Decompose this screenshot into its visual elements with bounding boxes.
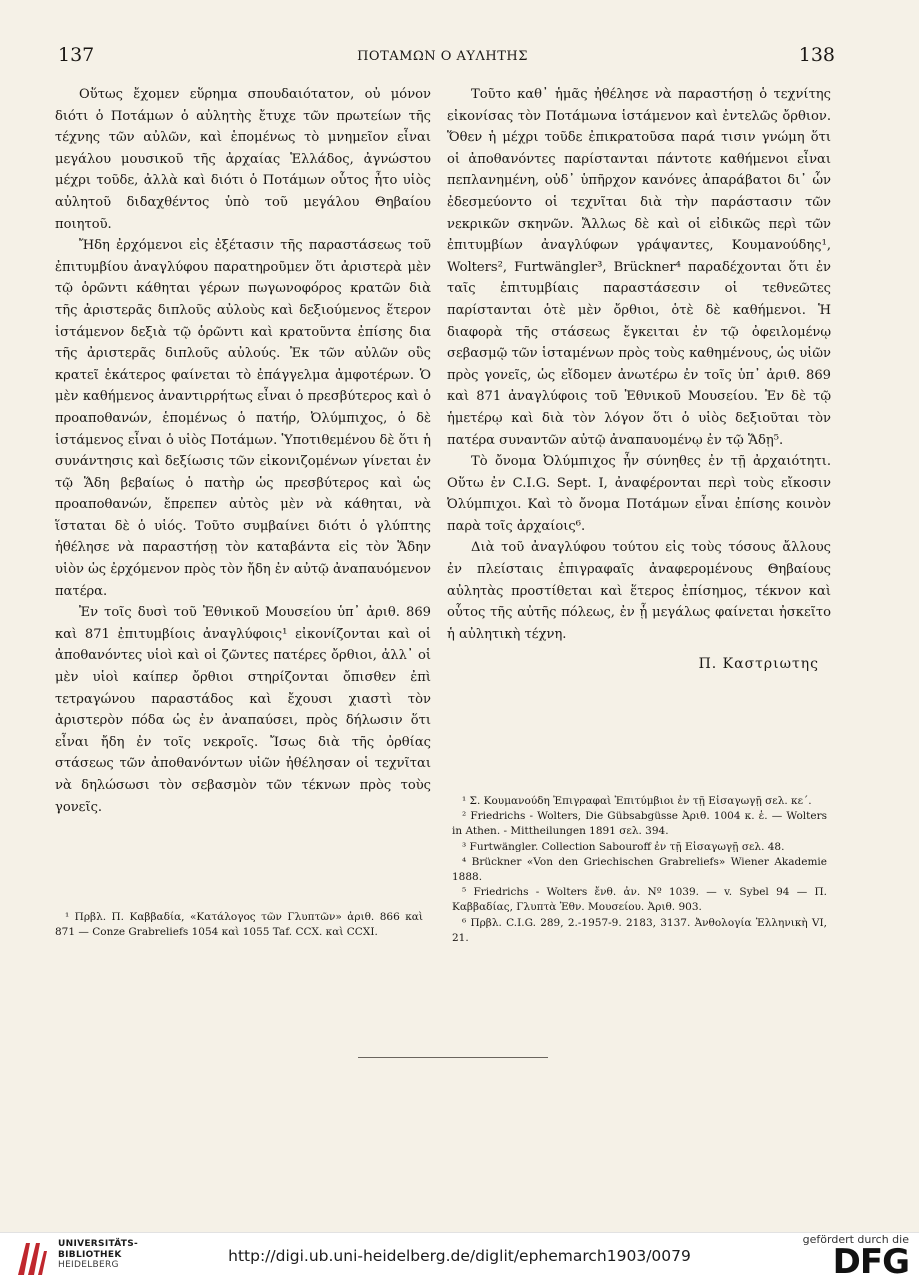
page-header — [58, 40, 835, 70]
library-name: UNIVERSITÄTS- BIBLIOTHEK HEIDELBERG — [58, 1239, 139, 1270]
right-column — [447, 84, 831, 689]
running-title: ΠΟΤΑΜΩΝ Ο ΑΥΛΗΤΗΣ — [357, 49, 528, 64]
page-number-right: 138 — [798, 44, 835, 66]
paragraph: Ἐν τοῖς δυσὶ τοῦ Ἐθνικοῦ Μουσείου ὑπ᾽ ἀριθ. 869 καὶ 871 ἐπιτυμβίοις ἀναγλύφοις¹ εἰκονίζονται καὶ οἱ ἀποθανόντες υἱοὶ καὶ οἱ ζῶντες πατέρες ὄρθιοι, ἀλλ᾽ οἱ μὲν υἱοὶ καίπερ ὄρθιοι στηρίζονται ὄπισθεν ἐπὶ τετραγώνου παραστάδος καὶ ἔχουσι χιαστὶ τὸν ἀριστερὸν πόδα ὡς ἐν ἀναπαύσει, πρὸς δήλωσιν ὅτι εἶναι ἤδη ἐν τοῖς νεκροῖς. Ἴσως διὰ τῆς ὀρθίας στάσεως τῶν ἀποθανόντων υἱῶν ἠθέλησαν οἱ τεχνῖται νὰ δηλώσωσι τὸν σεβασμὸν τῶν τέκνων πρὸς τοὺς γονεῖς. — [55, 605, 431, 815]
viewer-footer — [0, 1232, 919, 1285]
paragraph: Ἤδη ἐρχόμενοι εἰς ἐξέτασιν τῆς παραστάσεως τοῦ ἐπιτυμβίου ἀναγλύφου παρατηροῦμεν ὅτι ἀριστερὰ μὲν τῷ ὁρῶντι κάθηται γέρων πωγωνοφόρος κρατῶν διὰ τῆς ἀριστερᾶς διπλοῦς αὐλοὺς καὶ δεξιούμενος ἕτερον ἱστάμενον δεξιὰ τῷ ὁρῶντι καὶ κρατοῦντα ἐπίσης δια τῆς ἀριστερᾶς διπλοῦς αὐλούς. Ἐκ τῶν αὐλῶν οὓς κρατεῖ ἑκάτερος φαίνεται τὸ ἐπάγγελμα ἀμφοτέρων. Ὁ μὲν καθήμενος ἀναντιρρήτως εἶναι ὁ πρεσβύτερος καὶ ὁ προαποθανών, ἑπομένως ὁ πατήρ, Ὀλύμπιχος, ὁ δὲ ἱστάμενος εἶναι ὁ υἱὸς Ποτάμων. Ὑποτιθεμένου δὲ ὅτι ἡ συνάντησις καὶ δεξίωσις τῶν εἰκονιζομένων γίνεται ἐν τῷ Ἅδη βεβαίως ὁ πατὴρ ὡς πρεσβύτερος καὶ ὡς προαποθανών, ἔπρεπεν αὐτὸς μὲν νὰ κάθηται, νὰ ἵσταται δὲ ὁ υἱός. Τοῦτο συμβαίνει διότι ὁ γλύπτης ἠθέλησε νὰ παραστήσῃ τὸν καταβάντα εἰς τὸν Ἅδην υἱὸν ὡς ἐρχόμενον πρὸς τὸν ἤδη ἐν αὐτῷ ἀναπαυόμενον πατέρα. — [55, 238, 431, 599]
left-column — [55, 84, 431, 818]
footnote: ⁴ Brückner «Von den Griechischen Grabreliefs» Wiener Akademie 1888. — [452, 855, 827, 884]
footnote: ¹ Σ. Κουμανούδη Ἐπιγραφαὶ Ἐπιτύμβιοι ἐν τῇ Εἰσαγωγῇ σελ. κε´. — [462, 795, 812, 807]
author-signature: Π. Καστριωτης — [698, 656, 819, 673]
dfg-funding[interactable] — [802, 1233, 909, 1282]
paragraph: Τὸ ὄνομα Ὀλύμπιχος ἦν σύνηθες ἐν τῇ ἀρχαιότητι. Οὕτω ἐν C.I.G. Sept. I, ἀναφέρονται περὶ τοὺς εἴκοσιν Ὀλύμπιχοι. Καὶ τὸ ὄνομα Ποτάμων εἶναι ἐπίσης κοινὸν παρὰ τοῖς ἀρχαίοις⁶. — [447, 454, 831, 534]
page-number-left: 137 — [58, 44, 95, 66]
permalink-url[interactable]: http://digi.ub.uni-heidelberg.de/diglit/ephemarch1903/0079 — [228, 1247, 691, 1265]
footnote: ³ Furtwängler. Collection Sabouroff ἐν τῇ Εἰσαγωγῇ σελ. 48. — [462, 840, 785, 853]
footnote: ⁵ Friedrichs - Wolters ἔνθ. ἀν. Nº 1039. — v. Sybel 94 — Π. Καββαδίας, Γλυπτὰ Ἐθν. Μουσείου. Ἀριθ. 903. — [452, 886, 827, 914]
footnote: ¹ Πρβλ. Π. Καββαδία, «Κατάλογος τῶν Γλυπτῶν» ἀριθ. 866 καὶ 871 — Conze Grabreliefs 1054 καὶ 1055 Taf. CCX. καὶ CCXI. — [55, 911, 423, 939]
right-footnotes — [452, 794, 827, 946]
paragraph: Οὕτως ἔχομεν εὕρημα σπουδαιότατον, οὐ μόνον διότι ὁ Ποτάμων ὁ αὐλητὴς ἔτυχε τῶν πρωτείων τῆς τέχνης τῶν αὐλῶν, καὶ ἑπομένως τὸ μνημεῖον εἶναι μεγάλου μουσικοῦ τῆς ἀρχαίας Ἑλλάδος, ἀγνώστου μέχρι τοῦδε, ἀλλὰ καὶ διότι ὁ Ποτάμων οὗτος ἦτο υἱὸς αὐλητοῦ διδαχθέντος ὑπὸ τοῦ μεγάλου Θηβαίου ποιητοῦ. — [55, 87, 431, 232]
end-separator-line — [358, 1057, 548, 1058]
left-footnotes — [55, 910, 423, 940]
footnote: ⁶ Πρβλ. C.I.G. 289, 2.-1957-9. 2183, 3137. Ἀνθολογία Ἑλληνικὴ VI, 21. — [452, 916, 827, 944]
footnote: ² Friedrichs - Wolters, Die Gübsabgüsse Ἀριθ. 1004 κ. ἑ. — Wolters in Athen. - Mittheilungen 1891 σελ. 394. — [452, 810, 827, 838]
dfg-funding-text: gefördert durch die — [802, 1233, 909, 1246]
dfg-logo: DFG — [832, 1242, 909, 1282]
paragraph: Διὰ τοῦ ἀναγλύφου τούτου εἰς τοὺς τόσους ἄλλους ἐν πλείσταις ἐπιγραφαῖς ἀναφερομένους Θηβαίους αὐλητὰς προστίθεται καὶ ἕτερος ἐπίσημος, τέκνον καὶ οὗτος τῆς αὐτῆς πόλεως, ἐν ᾗ μεγάλως φαίνεται ἠσκεῖτο ἡ αὐλητικὴ τέχνη. — [447, 540, 831, 642]
paragraph: Τοῦτο καθ᾽ ἡμᾶς ἠθέλησε νὰ παραστήσῃ ὁ τεχνίτης εἰκονίσας τὸν Ποτάμωνα ἱστάμενον καὶ ἐντελῶς ὄρθιον. Ὅθεν ἡ μέχρι τοῦδε ἐπικρατοῦσα παρά τισιν γνώμη ὅτι οἱ ἀποθανόντες παρίστανται πάντοτε καθήμενοι εἶναι πεπλανημένη, οὐδ᾽ ὑπῆρχον κανόνες ἀπαράβατοι δι᾽ ὧν ἐδεσμεύοντο οἱ τεχνῖται διὰ τὴν παράστασιν τῶν νεκρικῶν σκηνῶν. Ἄλλως δὲ καὶ οἱ εἰδικῶς περὶ τῶν ἐπιτυμβίων ἀναγλύφων γράψαντες, Κουμανούδης¹, Wolters², Furtwängler³, Brückner⁴ παραδέχονται ὅτι ἐν ταῖς ἐπιτυμβίαις παραστάσεσιν οἱ τεθνεῶτες παρίστανται ὁτὲ μὲν ὄρθιοι, ὁτὲ δὲ καθήμενοι. Ἡ διαφορὰ τῆς στάσεως ἔγκειται ἐν τῷ ὀφειλομένῳ σεβασμῷ τῶν ἱσταμένων πρὸς τοὺς καθημένους, ὡς υἱῶν πρὸς γονεῖς, ὡς εἴδομεν ἀνωτέρω ἐν τοῖς ὑπ᾽ ἀριθ. 869 καὶ 871 ἀναγλύφοις τοῦ Ἐθνικοῦ Μουσείου. Ἐν δὲ τῷ ἡμετέρῳ καὶ διὰ τὸν λόγον ὅτι ὁ υἱὸς δεξιοῦται τὸν πατέρα συναντῶν αὐτῷ ἀναπαυομένῳ ἐν τῷ Ἅδῃ⁵. — [447, 87, 831, 448]
